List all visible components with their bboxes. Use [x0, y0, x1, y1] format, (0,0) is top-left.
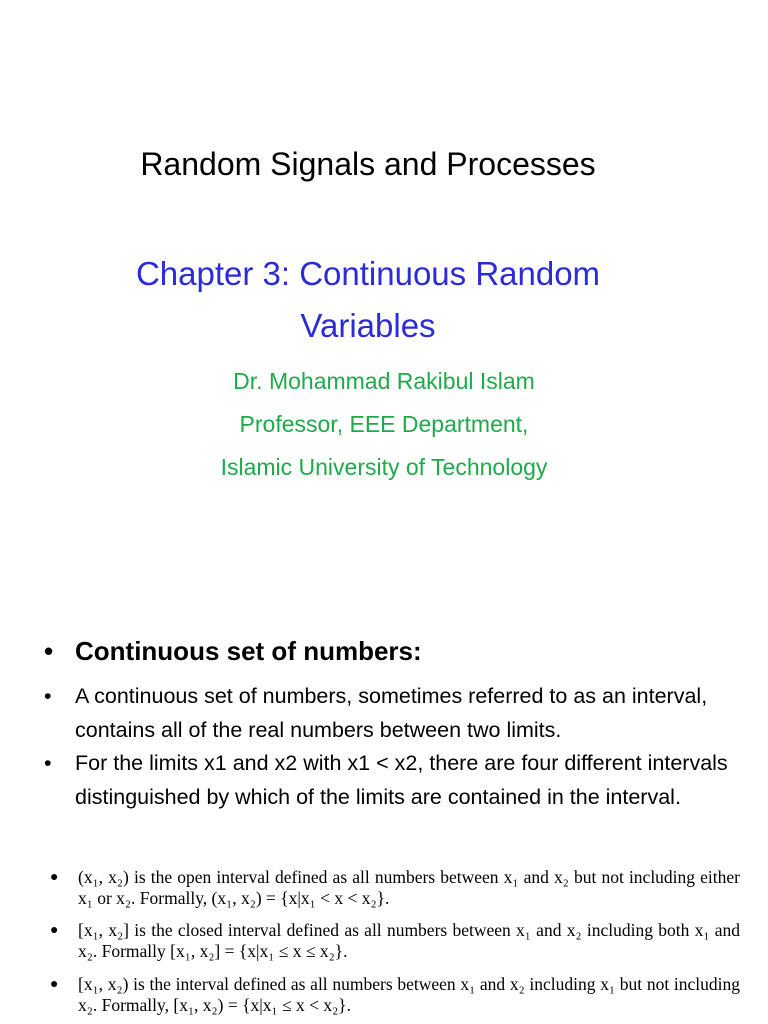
- section-heading-text: Continuous set of numbers:: [75, 636, 422, 666]
- interval-definition: [50, 974, 740, 1016]
- section-heading: [44, 636, 744, 667]
- interval-definition: [50, 920, 740, 962]
- bullet-item: [44, 746, 744, 814]
- interval-definition-text: [x₁, x₂] is the closed interval defined as all numbers between x₁ and x₂ including both x₁ and x₂. Formally [x₁, x₂] = {x|x₁ ≤ x ≤ x₂}.: [78, 920, 740, 961]
- bullet-icon: •: [44, 636, 54, 666]
- bullet-icon: ●: [50, 870, 59, 885]
- bullet-icon: •: [44, 684, 52, 708]
- bullet-icon: •: [44, 751, 52, 775]
- bullet-text: For the limits x1 and x2 with x1 < x2, there are four different intervals distinguished by which of the limits are contained in the interval.: [75, 751, 728, 809]
- interval-definition-text: (x₁, x₂) is the open interval defined as all numbers between x₁ and x₂ but not including either x₁ or x₂. Formally, (x₁, x₂) = {x|x₁ < x < x₂}.: [78, 867, 740, 908]
- slide-title: Random Signals and Processes: [140, 146, 596, 182]
- author-position: Professor, EEE Department,: [239, 411, 529, 437]
- author-block: [0, 360, 768, 489]
- bullet-icon: ●: [50, 923, 59, 938]
- interval-definition: [50, 867, 740, 909]
- author-name: Dr. Mohammad Rakibul Islam: [233, 368, 535, 394]
- chapter-title-line2: Variables: [300, 307, 436, 344]
- interval-definition-text: [x₁, x₂) is the interval defined as all numbers between x₁ and x₂ including x₁ but not including x₂. Formally, [x₁, x₂) = {x|x₁ ≤ x < x₂}.: [78, 974, 740, 1015]
- chapter-title: [0, 248, 736, 352]
- bullet-text: A continuous set of numbers, sometimes referred to as an interval, contains all of the real numbers between two limits.: [75, 684, 708, 742]
- bullet-icon: ●: [50, 977, 59, 992]
- author-institution: Islamic University of Technology: [220, 454, 548, 480]
- chapter-title-line1: Chapter 3: Continuous Random: [135, 255, 601, 292]
- bullet-item: [44, 679, 744, 747]
